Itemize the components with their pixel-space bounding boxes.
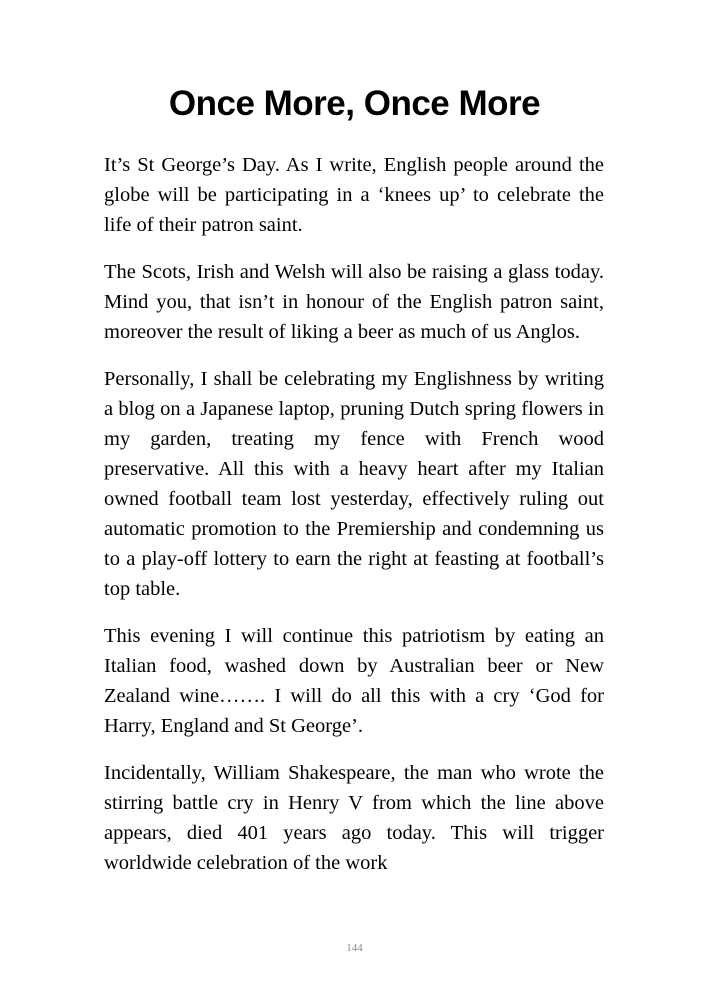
- body-text: [104, 150, 604, 895]
- paragraph-2: The Scots, Irish and Welsh will also be raising a glass today. Mind you, that isn’t in honour of the English patron saint, moreover the result of liking a beer as much of us Anglos.: [104, 261, 604, 343]
- paragraph-5: Incidentally, William Shakespeare, the man who wrote the stirring battle cry in Henry V from which the line above appears, died 401 years ago today. This will trigger worldwide celebration of the work: [104, 762, 604, 874]
- paragraph-3: Personally, I shall be celebrating my Englishness by writing a blog on a Japanese laptop, pruning Dutch spring flowers in my garden, treating my fence with French wood preservative. All this with a heavy heart after my Italian owned football team lost yesterday, effectively ruling out automatic promotion to the Premiership and condemning us to a play-off lottery to earn the right at feasting at football’s top table.: [104, 368, 604, 600]
- page-title: Once More, Once More: [168, 84, 541, 123]
- paragraph-1: It’s St George’s Day. As I write, English people around the globe will be participating in a ‘knees up’ to celebrate the life of their patron saint.: [104, 154, 604, 236]
- page-number: 144: [346, 942, 363, 954]
- paragraph-4: This evening I will continue this patriotism by eating an Italian food, washed down by Australian beer or New Zealand wine……. I will do all this with a cry ‘God for Harry, England and St George’.: [104, 625, 604, 737]
